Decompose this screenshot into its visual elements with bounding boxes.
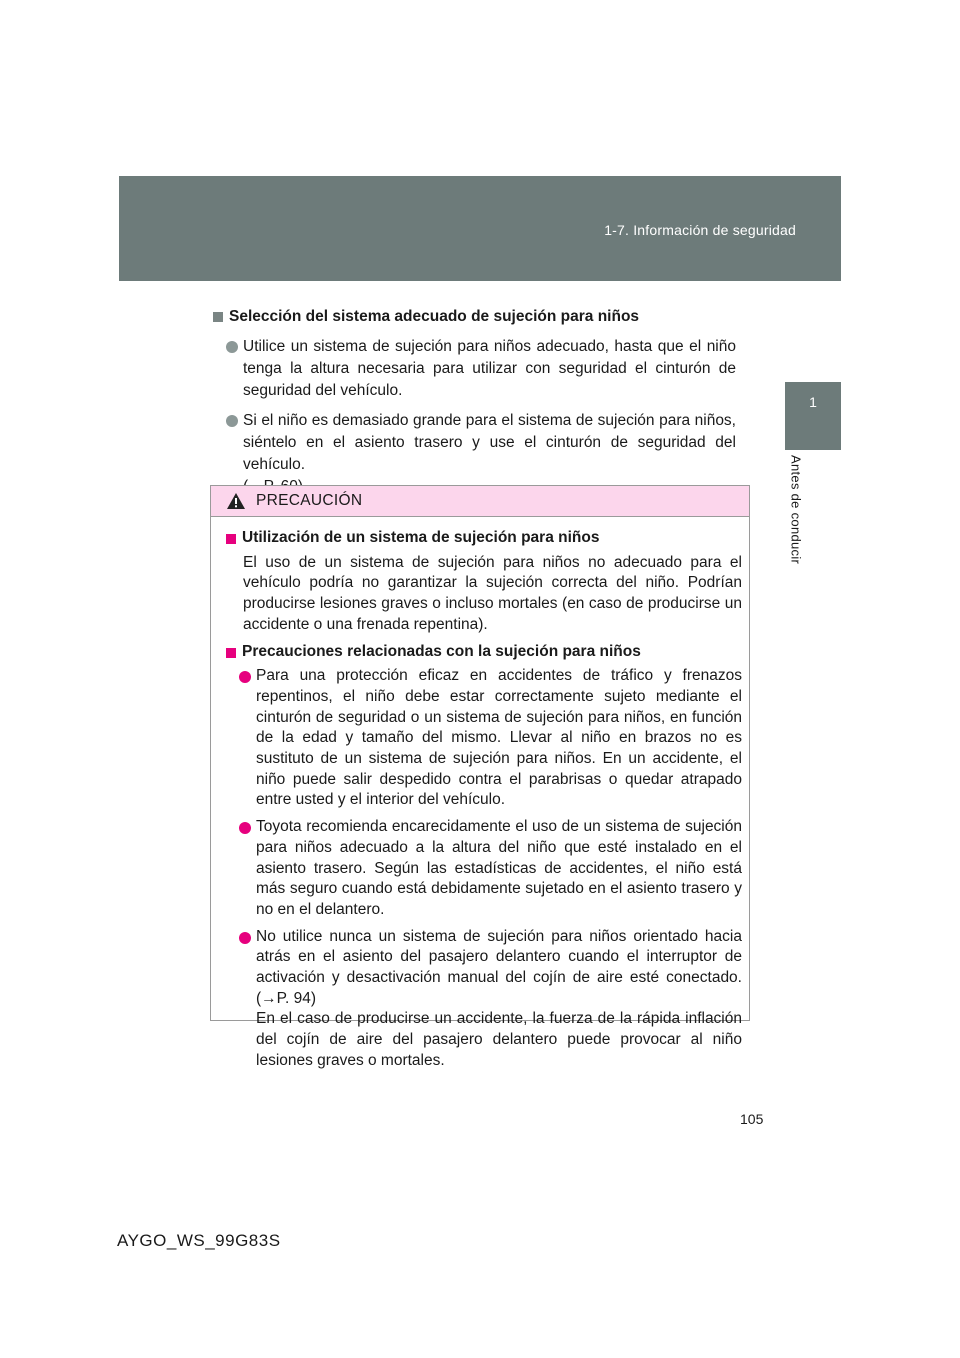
caution-section-heading-text: Precauciones relacionadas con la sujeción para niños bbox=[242, 642, 641, 660]
circle-bullet-icon bbox=[239, 671, 251, 683]
list-item-text: Utilice un sistema de sujeción para niños adecuado, hasta que el niño tenga la altura necesaria para utilizar con seguridad el cinturón de seguridad del vehículo. bbox=[243, 338, 736, 399]
chapter-label-wrap bbox=[776, 455, 816, 585]
caution-body bbox=[211, 517, 749, 1072]
caution-list-item bbox=[239, 817, 742, 921]
header-band bbox=[119, 176, 841, 281]
circle-bullet-icon bbox=[226, 415, 238, 427]
section-title: 1-7. Información de seguridad bbox=[604, 222, 796, 238]
chapter-number: 1 bbox=[809, 394, 817, 410]
caution-header bbox=[211, 486, 749, 517]
chapter-tab bbox=[785, 382, 841, 450]
circle-bullet-icon bbox=[239, 822, 251, 834]
warning-triangle-icon bbox=[226, 492, 246, 510]
caution-list-item-text: No utilice nunca un sistema de sujeción para niños orientado hacia atrás en el asiento del pasajero delantero cuando el interruptor de activación y desactivación manual del cojín de aire esté conectado. (→P. 94) bbox=[256, 927, 742, 1007]
square-bullet-icon bbox=[226, 534, 236, 544]
caution-list-item-text: Toyota recomienda encarecidamente el uso de un sistema de sujeción para niños adecuado a la altura del niño que esté instalado en el asiento trasero. Según las estadísticas de accidentes, el niño está más seguro cuando está debidamente sujetado en el asiento trasero y no en el delantero. bbox=[256, 818, 742, 918]
chapter-label: Antes de conducir bbox=[788, 455, 804, 565]
square-bullet-icon bbox=[213, 312, 223, 322]
list-item bbox=[226, 336, 736, 402]
main-content bbox=[213, 306, 736, 506]
list-item-text: Si el niño es demasiado grande para el sistema de sujeción para niños, siéntelo en el asiento trasero y use el cinturón de seguridad del vehículo. bbox=[243, 412, 736, 473]
square-bullet-icon bbox=[226, 648, 236, 658]
caution-list-item bbox=[239, 666, 742, 811]
main-heading bbox=[213, 306, 736, 328]
caution-section-heading bbox=[226, 642, 742, 663]
caution-list-item-continuation: En el caso de producirse un accidente, la fuerza de la rápida inflación del cojín de aire del pasajero delantero puede provocar al niño lesiones graves o mortales. bbox=[256, 1010, 742, 1069]
caution-title: PRECAUCIÓN bbox=[256, 492, 363, 509]
caution-box bbox=[210, 485, 750, 1069]
circle-bullet-icon bbox=[239, 932, 251, 944]
caution-section-heading bbox=[226, 528, 742, 549]
caution-paragraph: El uso de un sistema de sujeción para niños no adecuado para el vehículo podría no garantizar la sujeción correcta del niño. Podrían producirse lesiones graves o incluso mortales (en caso de producirse un accidente o una frenada repentina). bbox=[243, 553, 742, 633]
page-number: 105 bbox=[740, 1111, 764, 1127]
main-heading-text: Selección del sistema adecuado de sujeción para niños bbox=[229, 308, 640, 325]
document-code: AYGO_WS_99G83S bbox=[117, 1231, 281, 1250]
caution-list-item bbox=[239, 927, 742, 1072]
caution-list-item-text-wrap bbox=[256, 927, 742, 1072]
caution-list-item-text: Para una protección eficaz en accidentes de tráfico y frenazos repentinos, el niño debe estar correctamente sujeto mediante el cinturón de seguridad o un sistema de sujeción para niños, en función de la edad y tamaño del mismo. Llevar al niño en brazos no es sustituto de un sistema de sujeción para niños. En un accidente, el niño puede salir despedido contra el parabrisas o quedar atrapado entre usted y el interior del vehículo. bbox=[256, 667, 742, 809]
circle-bullet-icon bbox=[226, 341, 238, 353]
caution-section-heading-text: Utilización de un sistema de sujeción para niños bbox=[242, 529, 600, 546]
